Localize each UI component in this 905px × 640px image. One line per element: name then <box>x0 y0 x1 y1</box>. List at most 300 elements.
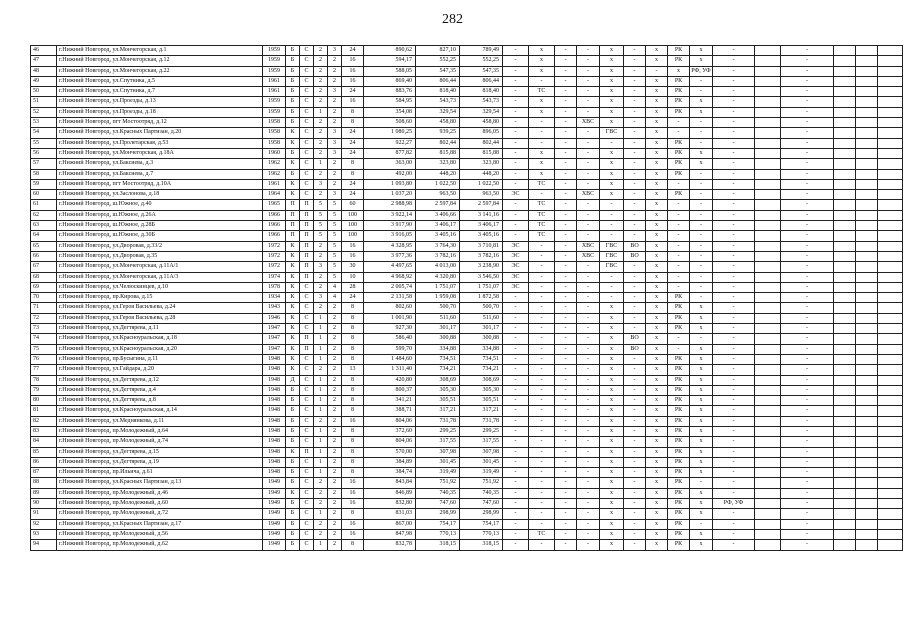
table-cell: 4 <box>328 282 342 292</box>
table-cell: 8 <box>342 334 364 344</box>
table-cell: - <box>577 56 600 66</box>
table-cell: РК <box>668 293 690 303</box>
table-cell: 3 <box>314 293 328 303</box>
table-cell: х <box>646 529 668 539</box>
table-row <box>31 499 903 509</box>
table-cell: С <box>300 354 314 364</box>
table-cell: 100 <box>342 210 364 220</box>
table-cell: ТС <box>529 210 555 220</box>
table-cell: - <box>668 241 690 251</box>
table-cell: 1 <box>314 324 328 334</box>
table-cell: 1 <box>314 375 328 385</box>
address-cell: г.Нижний Новгород, пгт Мостоотряд, д.12 <box>57 118 263 128</box>
table-cell <box>755 416 781 426</box>
table-cell: С <box>300 478 314 488</box>
table-cell <box>856 148 878 158</box>
table-cell: 5 <box>328 231 342 241</box>
table-cell: - <box>781 426 834 436</box>
table-cell: ТС <box>529 231 555 241</box>
table-cell <box>755 148 781 158</box>
table-cell: - <box>555 324 577 334</box>
table-cell: - <box>624 210 646 220</box>
table-cell: ЭС <box>503 272 529 282</box>
table-cell: - <box>529 251 555 261</box>
table-cell: 740,35 <box>416 488 460 498</box>
table-cell: - <box>555 76 577 86</box>
table-cell: П <box>300 241 314 251</box>
row-index-cell: 88 <box>31 478 57 488</box>
table-cell <box>834 138 856 148</box>
table-cell: - <box>781 293 834 303</box>
table-cell: 731,78 <box>416 416 460 426</box>
table-cell: К <box>286 190 300 200</box>
table-cell: - <box>503 540 529 550</box>
table-cell: - <box>503 159 529 169</box>
table-cell: 508,60 <box>364 118 416 128</box>
table-cell: 305,30 <box>416 385 460 395</box>
table-cell: - <box>781 221 834 231</box>
table-cell: РК <box>668 375 690 385</box>
table-cell: - <box>781 334 834 344</box>
table-cell: х <box>646 272 668 282</box>
table-cell: - <box>529 303 555 313</box>
table-cell <box>856 344 878 354</box>
table-cell <box>856 324 878 334</box>
table-cell: 751,92 <box>460 478 503 488</box>
table-cell: - <box>713 396 755 406</box>
table-cell <box>878 46 903 56</box>
table-cell <box>755 519 781 529</box>
table-cell <box>755 375 781 385</box>
table-cell <box>755 231 781 241</box>
table-cell: 16 <box>342 488 364 498</box>
table-row <box>31 87 903 97</box>
table-cell: 5 <box>314 231 328 241</box>
table-cell <box>856 519 878 529</box>
table-row <box>31 457 903 467</box>
table-cell: РК <box>668 46 690 56</box>
table-cell: С <box>300 148 314 158</box>
table-cell: - <box>529 324 555 334</box>
table-cell: - <box>555 138 577 148</box>
table-cell <box>878 303 903 313</box>
table-cell <box>856 179 878 189</box>
table-cell: 319,49 <box>416 468 460 478</box>
table-cell: - <box>781 128 834 138</box>
table-cell <box>834 334 856 344</box>
table-cell: - <box>503 179 529 189</box>
table-cell: - <box>577 416 600 426</box>
table-cell <box>834 396 856 406</box>
table-cell: х <box>646 478 668 488</box>
table-cell: 24 <box>342 179 364 189</box>
table-cell: - <box>577 97 600 107</box>
table-cell: РК <box>668 406 690 416</box>
table-cell: - <box>713 457 755 467</box>
table-cell: х <box>600 97 624 107</box>
row-index-cell: 85 <box>31 447 57 457</box>
table-cell: - <box>781 87 834 97</box>
table-cell: х <box>690 416 713 426</box>
table-cell: - <box>713 179 755 189</box>
table-cell: С <box>300 406 314 416</box>
table-cell: 2 <box>314 282 328 292</box>
table-cell: С <box>300 107 314 117</box>
table-cell: - <box>503 97 529 107</box>
table-cell: 3 782,16 <box>460 251 503 261</box>
table-cell: 2 <box>328 344 342 354</box>
table-cell: х <box>600 478 624 488</box>
table-cell: 1949 <box>263 509 286 519</box>
table-cell: 818,40 <box>416 87 460 97</box>
table-cell <box>755 303 781 313</box>
table-cell: - <box>577 457 600 467</box>
table-cell: х <box>646 468 668 478</box>
table-cell <box>755 396 781 406</box>
table-cell: - <box>668 272 690 282</box>
table-cell <box>755 324 781 334</box>
table-cell: - <box>713 46 755 56</box>
table-cell: К <box>286 272 300 282</box>
table-cell: 5 <box>314 210 328 220</box>
table-cell: - <box>624 426 646 436</box>
table-cell: х <box>600 87 624 97</box>
table-cell: ГВС <box>600 251 624 261</box>
table-cell <box>834 416 856 426</box>
table-cell: - <box>555 169 577 179</box>
table-cell: х <box>690 97 713 107</box>
table-cell <box>856 56 878 66</box>
table-cell: 1947 <box>263 324 286 334</box>
table-cell: - <box>781 148 834 158</box>
table-cell: 2 <box>328 406 342 416</box>
table-row <box>31 303 903 313</box>
table-cell: - <box>577 262 600 272</box>
table-cell: 2 <box>328 385 342 395</box>
table-cell: х <box>646 375 668 385</box>
table-row <box>31 241 903 251</box>
table-cell: - <box>577 488 600 498</box>
table-cell: - <box>555 406 577 416</box>
table-cell: С <box>300 365 314 375</box>
table-cell: - <box>555 272 577 282</box>
table-cell: К <box>286 241 300 251</box>
table-cell: С <box>300 324 314 334</box>
table-cell: х <box>600 334 624 344</box>
table-cell: - <box>503 447 529 457</box>
table-cell: 8 <box>342 313 364 323</box>
table-cell: 1978 <box>263 282 286 292</box>
table-cell <box>834 200 856 210</box>
table-cell <box>856 313 878 323</box>
table-cell: 1947 <box>263 344 286 354</box>
table-cell: 318,15 <box>460 540 503 550</box>
table-cell: 16 <box>342 56 364 66</box>
address-cell: г.Нижний Новгород, ул.Баксиева, д.7 <box>57 169 263 179</box>
row-index-cell: 57 <box>31 159 57 169</box>
table-cell <box>856 76 878 86</box>
table-cell: х <box>690 375 713 385</box>
table-cell: х <box>646 138 668 148</box>
table-cell: - <box>529 272 555 282</box>
table-cell: 747,60 <box>460 499 503 509</box>
table-cell: 1 <box>314 385 328 395</box>
table-cell: К <box>286 138 300 148</box>
table-row <box>31 118 903 128</box>
table-cell: 3 782,16 <box>416 251 460 261</box>
table-cell: х <box>646 303 668 313</box>
table-cell: х <box>600 354 624 364</box>
table-cell: 1948 <box>263 457 286 467</box>
table-cell <box>878 540 903 550</box>
table-cell: - <box>713 190 755 200</box>
table-cell: 1 <box>314 107 328 117</box>
table-cell: - <box>577 478 600 488</box>
table-cell: П <box>300 210 314 220</box>
table-cell: 1958 <box>263 128 286 138</box>
table-cell: 2 <box>328 396 342 406</box>
table-cell: С <box>300 488 314 498</box>
table-cell: 800,37 <box>364 385 416 395</box>
table-cell: 847,98 <box>364 529 416 539</box>
table-cell: - <box>529 406 555 416</box>
table-cell: 1 <box>314 540 328 550</box>
housing-register-table <box>30 45 903 551</box>
table-cell: 2 <box>314 46 328 56</box>
table-cell: ХВС <box>577 251 600 261</box>
table-cell: 2 <box>314 56 328 66</box>
table-cell: РФ, УФ <box>713 499 755 509</box>
table-cell <box>878 148 903 158</box>
table-cell: - <box>713 519 755 529</box>
table-cell <box>878 488 903 498</box>
address-cell: г.Нижний Новгород, ул.Дегтярева, д.11 <box>57 324 263 334</box>
table-cell: - <box>577 437 600 447</box>
table-cell: - <box>713 97 755 107</box>
table-cell: РК <box>668 107 690 117</box>
table-cell: П <box>286 231 300 241</box>
address-cell: г.Нижний Новгород, ул.Проезды, д.13 <box>57 97 263 107</box>
table-cell: Б <box>286 499 300 509</box>
table-cell: С <box>300 540 314 550</box>
table-cell: - <box>529 365 555 375</box>
table-cell <box>878 159 903 169</box>
table-cell: - <box>555 426 577 436</box>
table-cell: - <box>555 354 577 364</box>
table-cell: х <box>646 426 668 436</box>
table-cell: - <box>577 107 600 117</box>
table-cell: 2 <box>328 97 342 107</box>
table-cell: - <box>713 241 755 251</box>
table-cell: - <box>713 200 755 210</box>
table-cell: - <box>624 148 646 158</box>
table-cell: 802,60 <box>364 303 416 313</box>
table-cell: - <box>624 97 646 107</box>
table-cell: ВО <box>624 251 646 261</box>
table-cell: - <box>690 138 713 148</box>
table-cell: 3 <box>328 138 342 148</box>
address-cell: г.Нижний Новгород, ул.Героя Васильева, д.28 <box>57 313 263 323</box>
table-cell: РК <box>668 76 690 86</box>
table-row <box>31 231 903 241</box>
row-index-cell: 48 <box>31 66 57 76</box>
table-cell: - <box>555 210 577 220</box>
table-cell <box>878 262 903 272</box>
table-cell: С <box>300 375 314 385</box>
table-cell: х <box>600 159 624 169</box>
table-cell: 2 <box>328 488 342 498</box>
table-cell: РК <box>668 303 690 313</box>
table-cell <box>856 107 878 117</box>
table-cell: - <box>555 179 577 189</box>
table-cell: ХВС <box>577 190 600 200</box>
table-cell: 16 <box>342 241 364 251</box>
table-cell: х <box>600 313 624 323</box>
table-cell: К <box>286 344 300 354</box>
table-cell: С <box>300 416 314 426</box>
table-cell: - <box>577 385 600 395</box>
table-cell: - <box>503 87 529 97</box>
table-cell <box>856 46 878 56</box>
table-row <box>31 179 903 189</box>
table-cell: ТС <box>529 221 555 231</box>
table-cell: - <box>555 293 577 303</box>
table-cell: 5 <box>328 272 342 282</box>
table-cell: - <box>781 396 834 406</box>
table-cell: - <box>503 210 529 220</box>
table-cell <box>878 128 903 138</box>
table-cell <box>878 437 903 447</box>
table-cell: РК <box>668 499 690 509</box>
table-cell: - <box>781 97 834 107</box>
table-cell: Б <box>286 406 300 416</box>
table-cell: - <box>781 499 834 509</box>
address-cell: г.Нижний Новгород, ул.Пролетарская, д.53 <box>57 138 263 148</box>
table-cell: х <box>646 46 668 56</box>
table-cell: - <box>529 76 555 86</box>
table-cell: х <box>646 499 668 509</box>
table-cell: - <box>713 344 755 354</box>
table-cell: Б <box>286 87 300 97</box>
table-cell: х <box>690 148 713 158</box>
table-cell: 2 <box>328 437 342 447</box>
table-cell: РК <box>668 354 690 364</box>
table-cell: х <box>600 190 624 200</box>
table-cell: 2 <box>328 447 342 457</box>
table-cell <box>856 293 878 303</box>
table-cell: 5 <box>328 200 342 210</box>
table-cell: К <box>286 293 300 303</box>
table-cell: - <box>690 334 713 344</box>
table-cell: - <box>713 509 755 519</box>
table-cell: - <box>624 159 646 169</box>
table-cell: - <box>503 478 529 488</box>
table-cell: 24 <box>342 190 364 200</box>
table-row <box>31 46 903 56</box>
table-cell <box>755 334 781 344</box>
table-cell: - <box>668 344 690 354</box>
table-cell: С <box>300 282 314 292</box>
table-cell: х <box>529 107 555 117</box>
table-cell: - <box>577 231 600 241</box>
table-cell: 492,00 <box>364 169 416 179</box>
table-cell: РК <box>668 87 690 97</box>
table-cell: х <box>600 107 624 117</box>
table-cell: - <box>577 540 600 550</box>
table-cell: 843,84 <box>364 478 416 488</box>
row-index-cell: 77 <box>31 365 57 375</box>
table-cell: х <box>600 499 624 509</box>
table-cell: 8 <box>342 107 364 117</box>
table-row <box>31 200 903 210</box>
table-cell: - <box>713 148 755 158</box>
table-cell: - <box>555 66 577 76</box>
table-cell: - <box>713 354 755 364</box>
table-cell: - <box>624 478 646 488</box>
table-cell <box>755 251 781 261</box>
table-row <box>31 324 903 334</box>
table-cell: - <box>529 128 555 138</box>
table-cell: 8 <box>342 303 364 313</box>
table-cell: ЭС <box>503 241 529 251</box>
table-cell: 13 <box>342 365 364 375</box>
table-cell: ГВС <box>600 262 624 272</box>
table-cell: - <box>503 499 529 509</box>
table-cell: 16 <box>342 478 364 488</box>
table-cell <box>755 354 781 364</box>
table-cell: 307,98 <box>416 447 460 457</box>
table-cell: - <box>529 468 555 478</box>
table-cell: 1 <box>314 354 328 364</box>
table-cell: 1 959,08 <box>416 293 460 303</box>
table-row <box>31 488 903 498</box>
table-cell: Б <box>286 509 300 519</box>
table-cell: - <box>690 293 713 303</box>
table-cell: х <box>646 293 668 303</box>
table-cell <box>856 221 878 231</box>
row-index-cell: 56 <box>31 148 57 158</box>
row-index-cell: 64 <box>31 231 57 241</box>
table-cell: - <box>577 179 600 189</box>
table-cell: 16 <box>342 76 364 86</box>
table-cell: - <box>624 447 646 457</box>
table-cell: - <box>713 478 755 488</box>
table-cell: х <box>690 529 713 539</box>
table-cell: 806,44 <box>460 76 503 86</box>
table-cell: - <box>555 313 577 323</box>
table-cell: 308,69 <box>460 375 503 385</box>
table-cell: - <box>713 128 755 138</box>
address-cell: г.Нижний Новгород, ул.Мончегорская, д.11А/3 <box>57 272 263 282</box>
table-cell: П <box>300 447 314 457</box>
table-cell: - <box>555 46 577 56</box>
table-cell: 354,08 <box>364 107 416 117</box>
table-cell: - <box>624 262 646 272</box>
table-cell: 319,49 <box>460 468 503 478</box>
row-index-cell: 62 <box>31 210 57 220</box>
table-cell: РК <box>668 324 690 334</box>
table-cell: 3 405,16 <box>460 231 503 241</box>
address-cell: г.Нижний Новгород, ул.Дворовая, д.35 <box>57 251 263 261</box>
table-cell: х <box>690 324 713 334</box>
table-cell: П <box>300 251 314 261</box>
table-cell <box>856 190 878 200</box>
table-cell: х <box>646 179 668 189</box>
table-cell <box>878 190 903 200</box>
table-cell: - <box>577 509 600 519</box>
table-cell: 10 <box>342 272 364 282</box>
table-row <box>31 478 903 488</box>
